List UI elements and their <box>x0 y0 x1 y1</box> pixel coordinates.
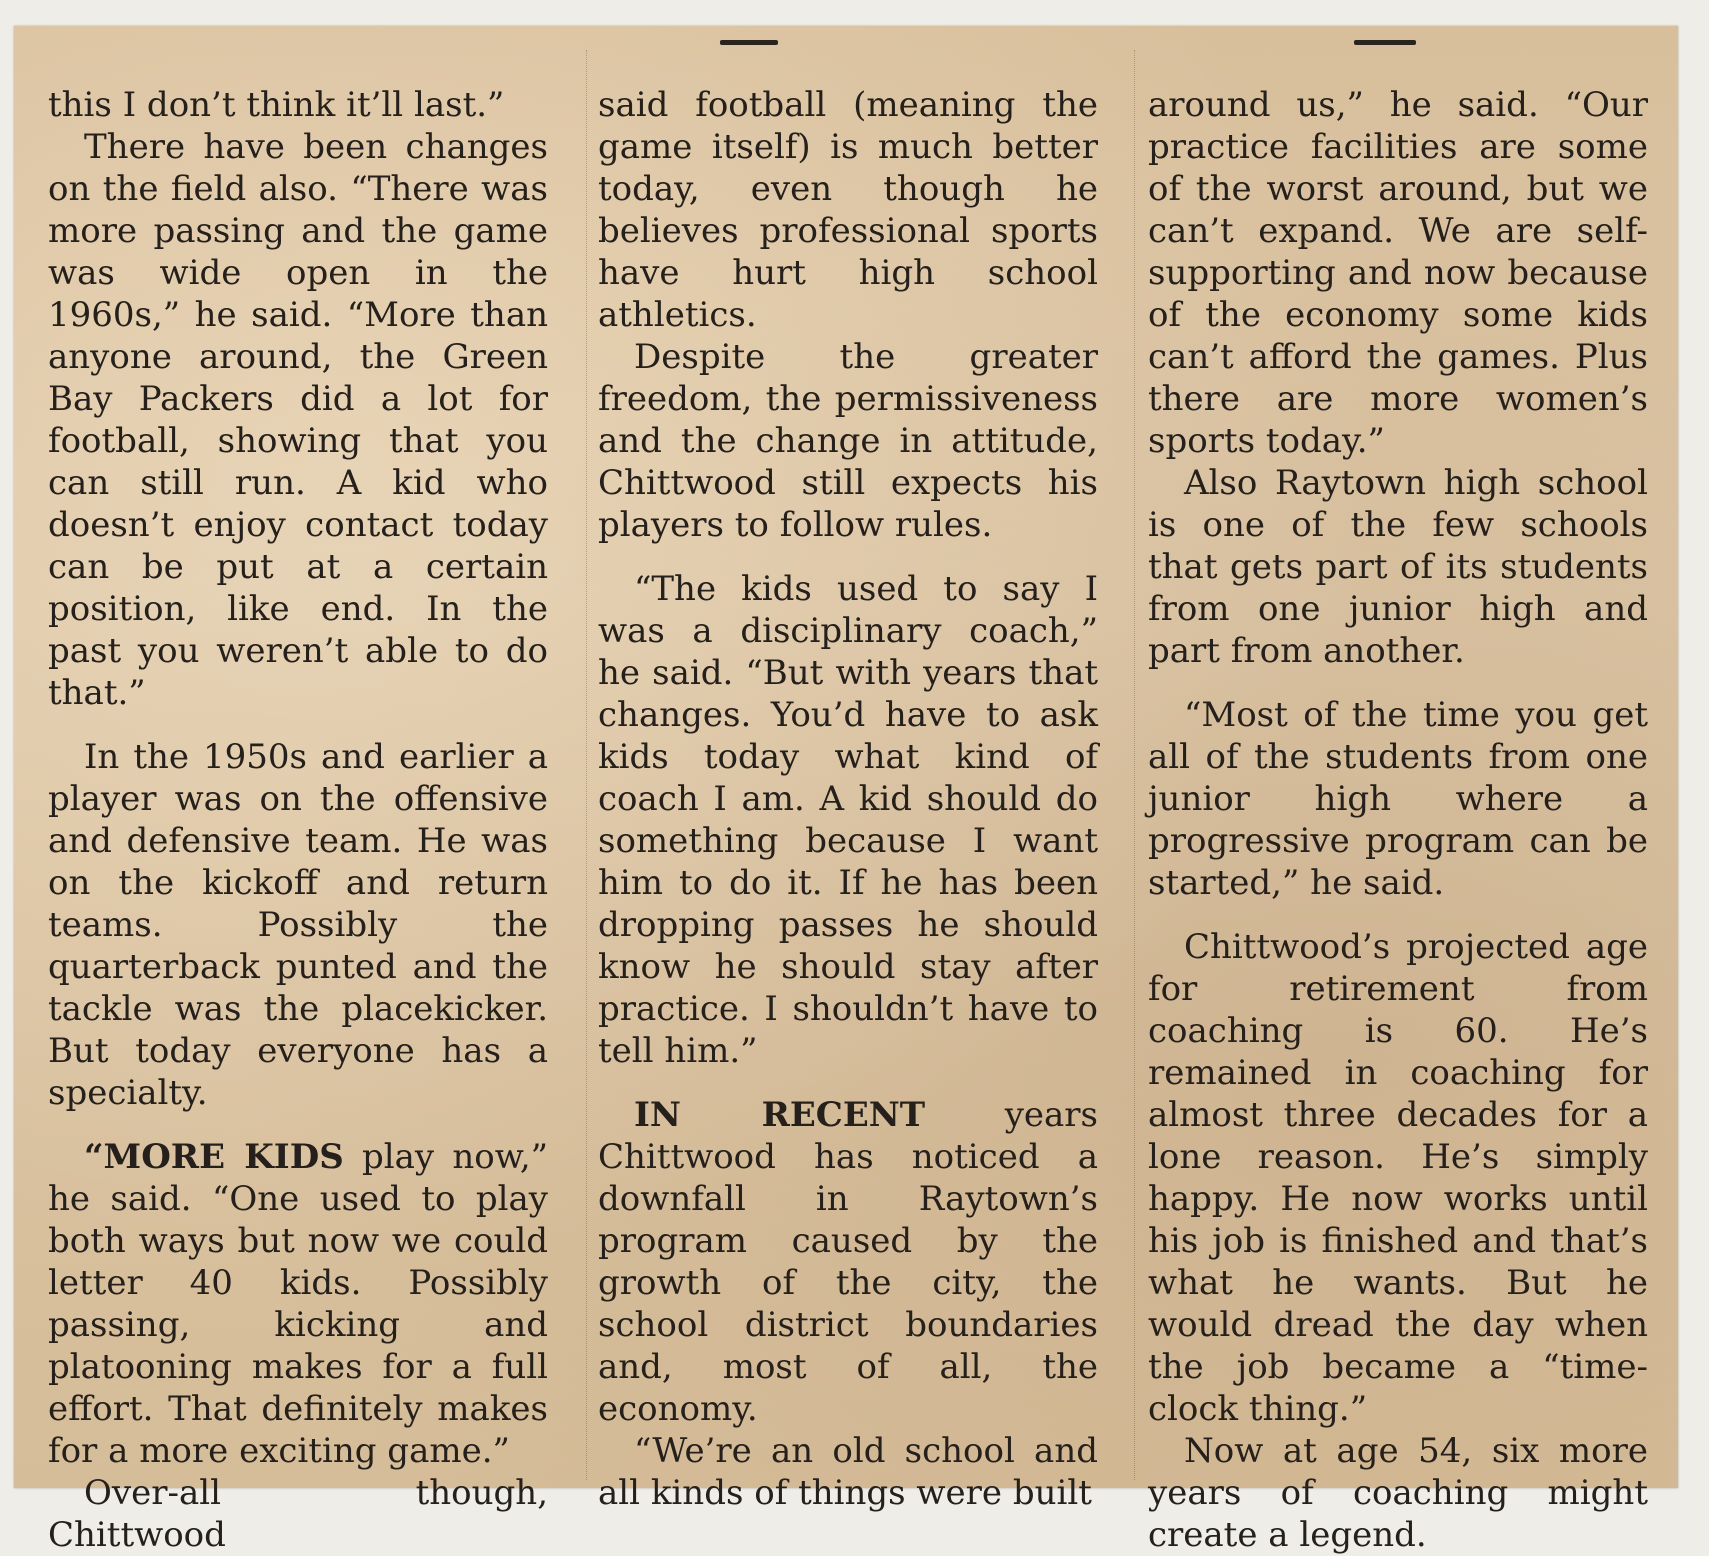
article-column-2 <box>598 84 1098 1514</box>
paragraph: Chittwood’s projected age for retirement from coaching is 60. He’s remained in coaching for almost three decades for a lone reason. He’s simply happy. He now works until his job is finished and that’s what he wants. But he would dread the day when the job became a “time-clock thing.” <box>1148 927 1648 1429</box>
paragraph: around us,” he said. “Our practice facilities are some of the worst around, but we can’t expand. We are self-supporting and now because of the economy some kids can’t afford the games. Plus there are more women’s sports today.” <box>1148 85 1648 461</box>
subhead-lead: IN RECENT <box>634 1095 926 1135</box>
article-column-3 <box>1148 84 1648 1556</box>
newspaper-clipping <box>14 26 1678 1555</box>
article-column-1 <box>48 84 548 1556</box>
paragraph: “Most of the time you get all of the students from one junior high where a progressive program can be started,” he said. <box>1148 695 1648 903</box>
paragraph: “We’re an old school and all kinds of things were built <box>598 1431 1098 1513</box>
paragraph: There have been changes on the field also. “There was more passing and the game was wide open in the 1960s,” he said. “More than anyone around, the Green Bay Packers did a lot for football, showing that you can still run. A kid who doesn’t enjoy contact today can be put at a certain position, like end. In the past you weren’t able to do that.” <box>48 127 548 713</box>
top-rule-mark-right <box>1354 40 1416 45</box>
column-divider <box>586 50 588 1480</box>
column-divider <box>1134 50 1136 1480</box>
top-rule-mark-left <box>720 40 778 45</box>
paragraph: this I don’t think it’ll last.” <box>48 85 505 125</box>
subhead-lead: “MORE KIDS <box>84 1137 344 1177</box>
paragraph: Despite the greater freedom, the permissiveness and the change in attitude, Chittwood still expects his players to follow rules. <box>598 337 1098 545</box>
paragraph: Also Raytown high school is one of the few schools that gets part of its students from one junior high and part from another. <box>1148 463 1648 671</box>
paragraph: “The kids used to say I was a disciplinary coach,” he said. “But with years that changes. You’d have to ask kids today what kind of coach I am. A kid should do something because I want him to do it. If he has been dropping passes he should know he should stay after practice. I shouldn’t have to tell him.” <box>598 569 1098 1071</box>
paragraph: Now at age 54, six more years of coaching might create a legend. <box>1148 1431 1648 1555</box>
paragraph: said football (meaning the game itself) is much better today, even though he believes professional sports have hurt high school athletics. <box>598 85 1098 335</box>
paragraph: In the 1950s and earlier a player was on the offensive and defensive team. He was on the kickoff and return teams. Possibly the quarterback punted and the tackle was the placekicker. But today everyone has a specialty. <box>48 737 548 1113</box>
paragraph: Over-all though, Chittwood <box>48 1473 548 1555</box>
subhead-paragraph: “MORE KIDS play now,” he said. “One used to play both ways but now we could letter 40 kids. Possibly passing, kicking and platooning makes for a full effort. That definitely makes for a more exciting game.” <box>48 1137 549 1471</box>
subhead-paragraph: IN RECENT years Chittwood has noticed a downfall in Raytown’s program caused by the growth of the city, the school district boundaries and, most of all, the economy. <box>598 1095 1098 1429</box>
